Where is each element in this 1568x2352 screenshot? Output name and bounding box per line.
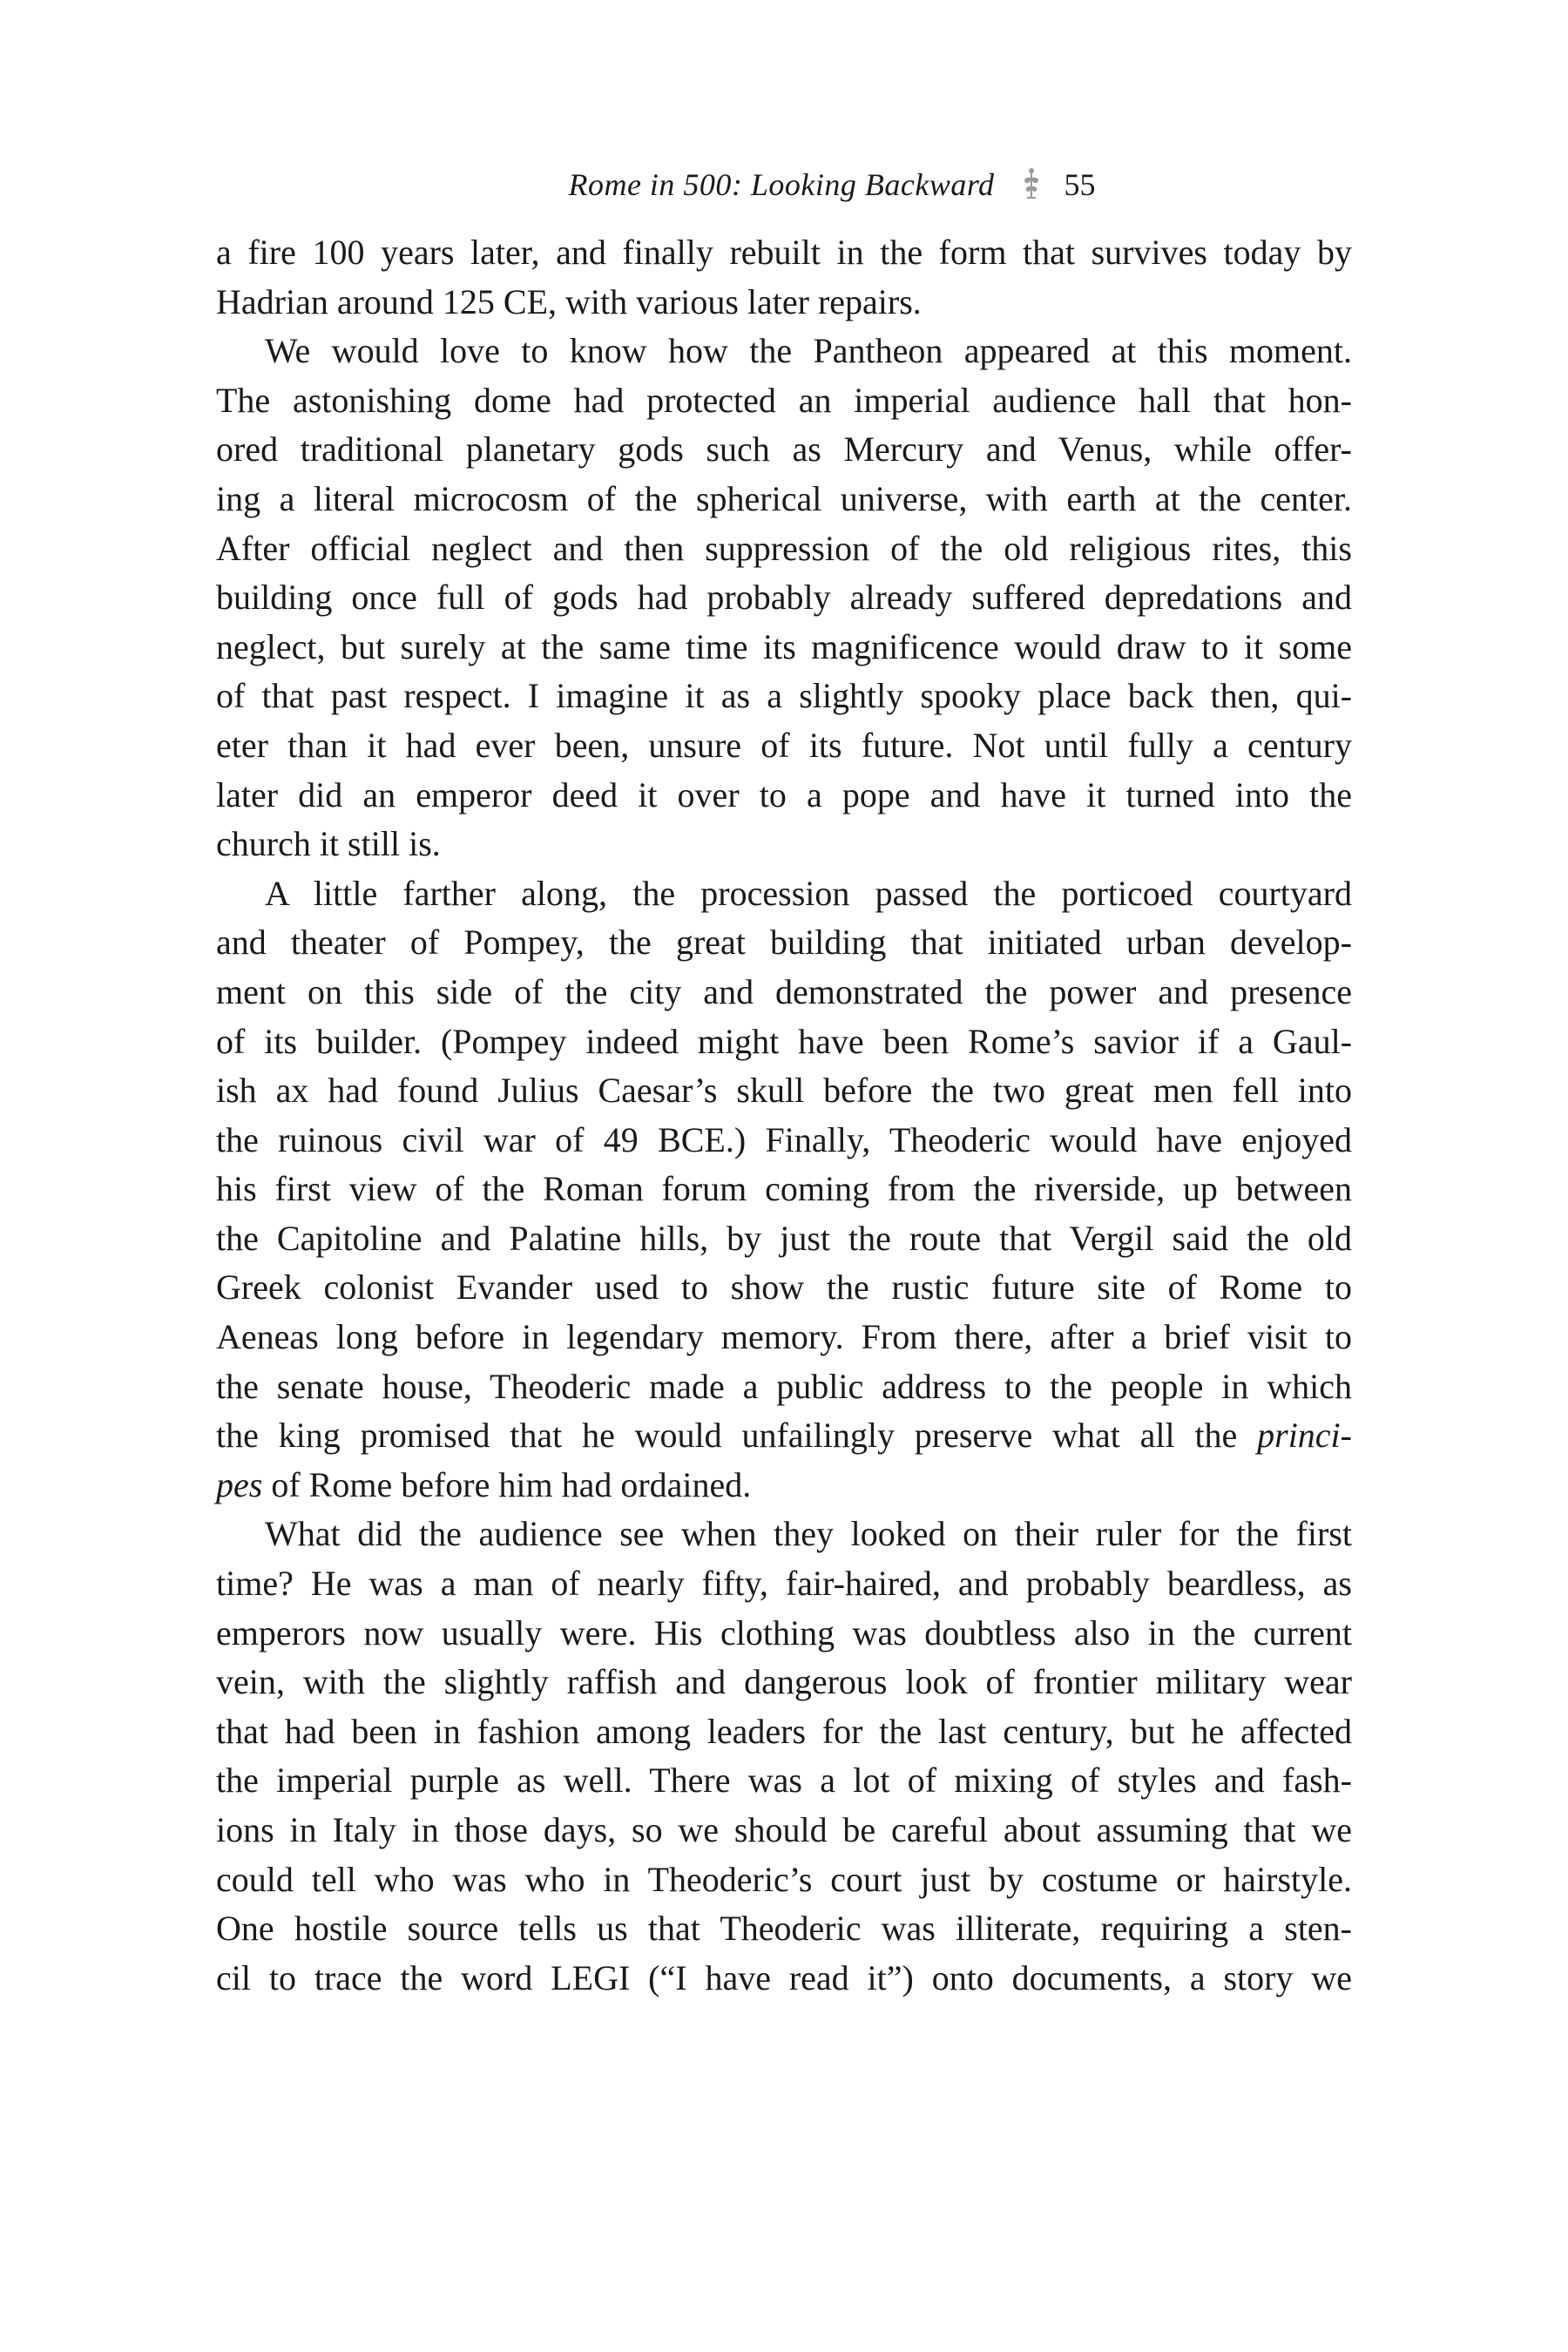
text-line: ing a literal microcosm of the spherical universe, with earth at the center.	[216, 478, 1352, 518]
italic-term: pes	[216, 1464, 263, 1504]
text-line: What did the audience see when they looked on their ruler for the first	[265, 1514, 1352, 1554]
text-line	[216, 1411, 1352, 1461]
page-number: 55	[1064, 167, 1096, 202]
text-run: the king promised that he would unfailingly preserve what all the	[216, 1416, 1258, 1456]
text-line: could tell who was who in Theoderic’s court just by costume or hairstyle.	[216, 1859, 1352, 1899]
text-line: vein, with the slightly raffish and dangerous look of frontier military wear	[216, 1662, 1352, 1702]
text-line: After official neglect and then suppression of the old religious rites, this	[216, 528, 1352, 568]
text-line: Hadrian around 125 CE, with various later repairs.	[216, 281, 922, 321]
text-line: building once full of gods had probably already suffered depredations and	[216, 578, 1352, 618]
text-line: the ruinous civil war of 49 BCE.) Finally, Theoderic would have enjoyed	[216, 1119, 1352, 1159]
text-line: a fire 100 years later, and finally rebuilt in the form that survives today by	[216, 233, 1352, 272]
text-line: the imperial purple as well. There was a lot of mixing of styles and fash-	[216, 1761, 1352, 1801]
text-line: cil to trace the word LEGI (“I have read it”) onto documents, a story we	[216, 1957, 1352, 1997]
running-head-title: Rome in 500: Looking Backward	[568, 167, 995, 202]
text-line: ish ax had found Julius Caesar’s skull before the two great men fell into	[216, 1071, 1352, 1111]
text-line: his first view of the Roman forum coming from the riverside, up between	[216, 1169, 1352, 1209]
text-line: The astonishing dome had protected an imperial audience hall that hon-	[216, 380, 1352, 420]
text-line: church it still is.	[216, 824, 441, 864]
text-line: A little farther along, the procession passed the porticoed courtyard	[265, 873, 1352, 913]
text-line: the Capitoline and Palatine hills, by just the route that Vergil said the old	[216, 1218, 1352, 1258]
text-line: later did an emperor deed it over to a pope and have it turned into the	[216, 774, 1352, 814]
text-line: and theater of Pompey, the great building that initiated urban develop-	[216, 923, 1352, 963]
text-line: that had been in fashion among leaders for the last century, but he affected	[216, 1711, 1352, 1751]
text-line: time? He was a man of nearly fifty, fair-haired, and probably beardless, as	[216, 1564, 1352, 1604]
text-line: ions in Italy in those days, so we should be careful about assuming that we	[216, 1810, 1352, 1849]
text-line: Aeneas long before in legendary memory. From there, after a brief visit to	[216, 1317, 1352, 1357]
text-line: eter than it had ever been, unsure of its future. Not until fully a century	[216, 725, 1352, 765]
text-line	[216, 1461, 1352, 1511]
italic-term: princi-	[1257, 1416, 1352, 1456]
text-line: emperors now usually were. His clothing was doubtless also in the current	[216, 1612, 1352, 1652]
text-line: of its builder. (Pompey indeed might have been Rome’s savior if a Gaul-	[216, 1021, 1352, 1061]
text-line: ment on this side of the city and demonstrated the power and presence	[216, 971, 1352, 1011]
text-line: neglect, but surely at the same time its magnificence would draw to it some	[216, 626, 1352, 666]
text-line: One hostile source tells us that Theoderic was illiterate, requiring a sten-	[216, 1909, 1352, 1949]
fleuron-ornament-icon	[1021, 167, 1042, 202]
text-line: of that past respect. I imagine it as a slightly spooky place back then, qui-	[216, 676, 1352, 716]
text-line: Greek colonist Evander used to show the rustic future site of Rome to	[216, 1267, 1352, 1308]
text-line: the senate house, Theoderic made a public address to the people in which	[216, 1366, 1352, 1406]
running-head	[216, 166, 1352, 204]
text-line: ored traditional planetary gods such as Mercury and Venus, while offer-	[216, 429, 1352, 470]
text-line: We would love to know how the Pantheon appeared at this moment.	[265, 331, 1352, 371]
text-run: of Rome before him had ordained.	[262, 1464, 752, 1504]
body-text	[216, 228, 1352, 2003]
